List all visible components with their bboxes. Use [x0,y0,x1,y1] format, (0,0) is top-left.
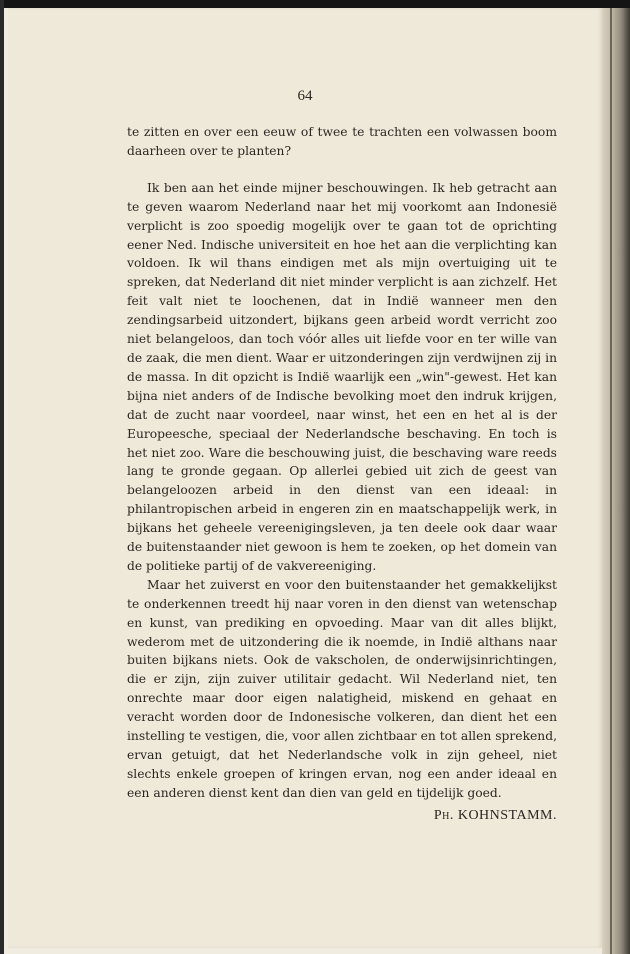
signature-initial: Ph. [433,808,454,823]
paragraph-spacer [127,161,557,179]
paragraph-final: Maar het zuiverst en voor den buitenstaander het gemakkelijkst te onderkennen treedt hij naar voren in den dienst van wetenschap en kunst, van prediking en opvoeding. Maar van dit alles blijkt, wederom met de uitzondering die ik noemde, in Indië althans naar buiten bijkans niets. Ook de vakscholen, de onderwijsinrichtingen, die er zijn, zijn zuiver utilitair gedacht. Wil Nederland niet, ten onrechte maar door eigen nalatigheid, miskend en gehaat en veracht worden door de Indonesische volkeren, dan dient het een instelling te vestigen, die, voor allen zichtbaar en tot allen sprekend, ervan getuigt, dat het Nederlandsche volk in zijn geheel, niet slechts enkele groepen of kringen ervan, nog een ander ideaal en een anderen dienst kent dan dien van geld en tijdelijk goed. [127,577,557,800]
author-signature [127,808,557,824]
scan-border-top [0,0,630,8]
book-spine [602,8,630,954]
paragraph-continuation: te zitten en over een eeuw of twee te trachten een volwassen boom daarheen over te planten? [127,125,557,158]
signature-surname: KOHNSTAMM. [457,808,557,823]
paragraph-conclusion: Ik ben aan het einde mijner beschouwingen. Ik heb getracht aan te geven waarom Nederland naar het mij voorkomt aan Indonesië verplicht is zoo spoedig mogelijk over te gaan tot de oprichting eener Ned. Indische universiteit en hoe het aan die verplichting kan voldoen. Ik wil thans eindigen met als mijn overtuiging uit te spreken, dat Nederland dit niet minder verplicht is aan zichzelf. Het feit valt niet te loochenen, dat in Indië wanneer men den zendingsarbeid uitzondert, bijkans geen arbeid wordt verricht zoo niet belangeloos, dan toch vóór alles uit liefde voor en ter wille van de zaak, die men dient. Waar er uitzonderingen zijn verdwijnen zij in de massa. In dit opzicht is Indië waarlijk een „win"-gewest. Het kan bijna niet anders of de Indische bevolking moet den indruk krijgen, dat de zucht naar voordeel, naar winst, het een en het al is der Europeesche, speciaal der Nederlandsche beschaving. En toch is het niet zoo. Ware die beschouwing juist, die beschaving ware reeds lang te gronde gegaan. Op allerlei gebied uit zich de geest van belangeloozen arbeid in den dienst van een ideaal: in philantropischen arbeid in engeren zin en maatschappelijk werk, in bijkans het geheele vereenigingsleven, ja ten deele ook daar waar de buitenstaander niet gewoon is hem te zoeken, op het domein van de politieke partij of de vakvereeniging. [127,180,557,573]
page-number: 64 [297,88,313,104]
scan-border-left [0,0,4,954]
body-text [127,123,557,803]
spine-gutter-line [610,8,612,954]
